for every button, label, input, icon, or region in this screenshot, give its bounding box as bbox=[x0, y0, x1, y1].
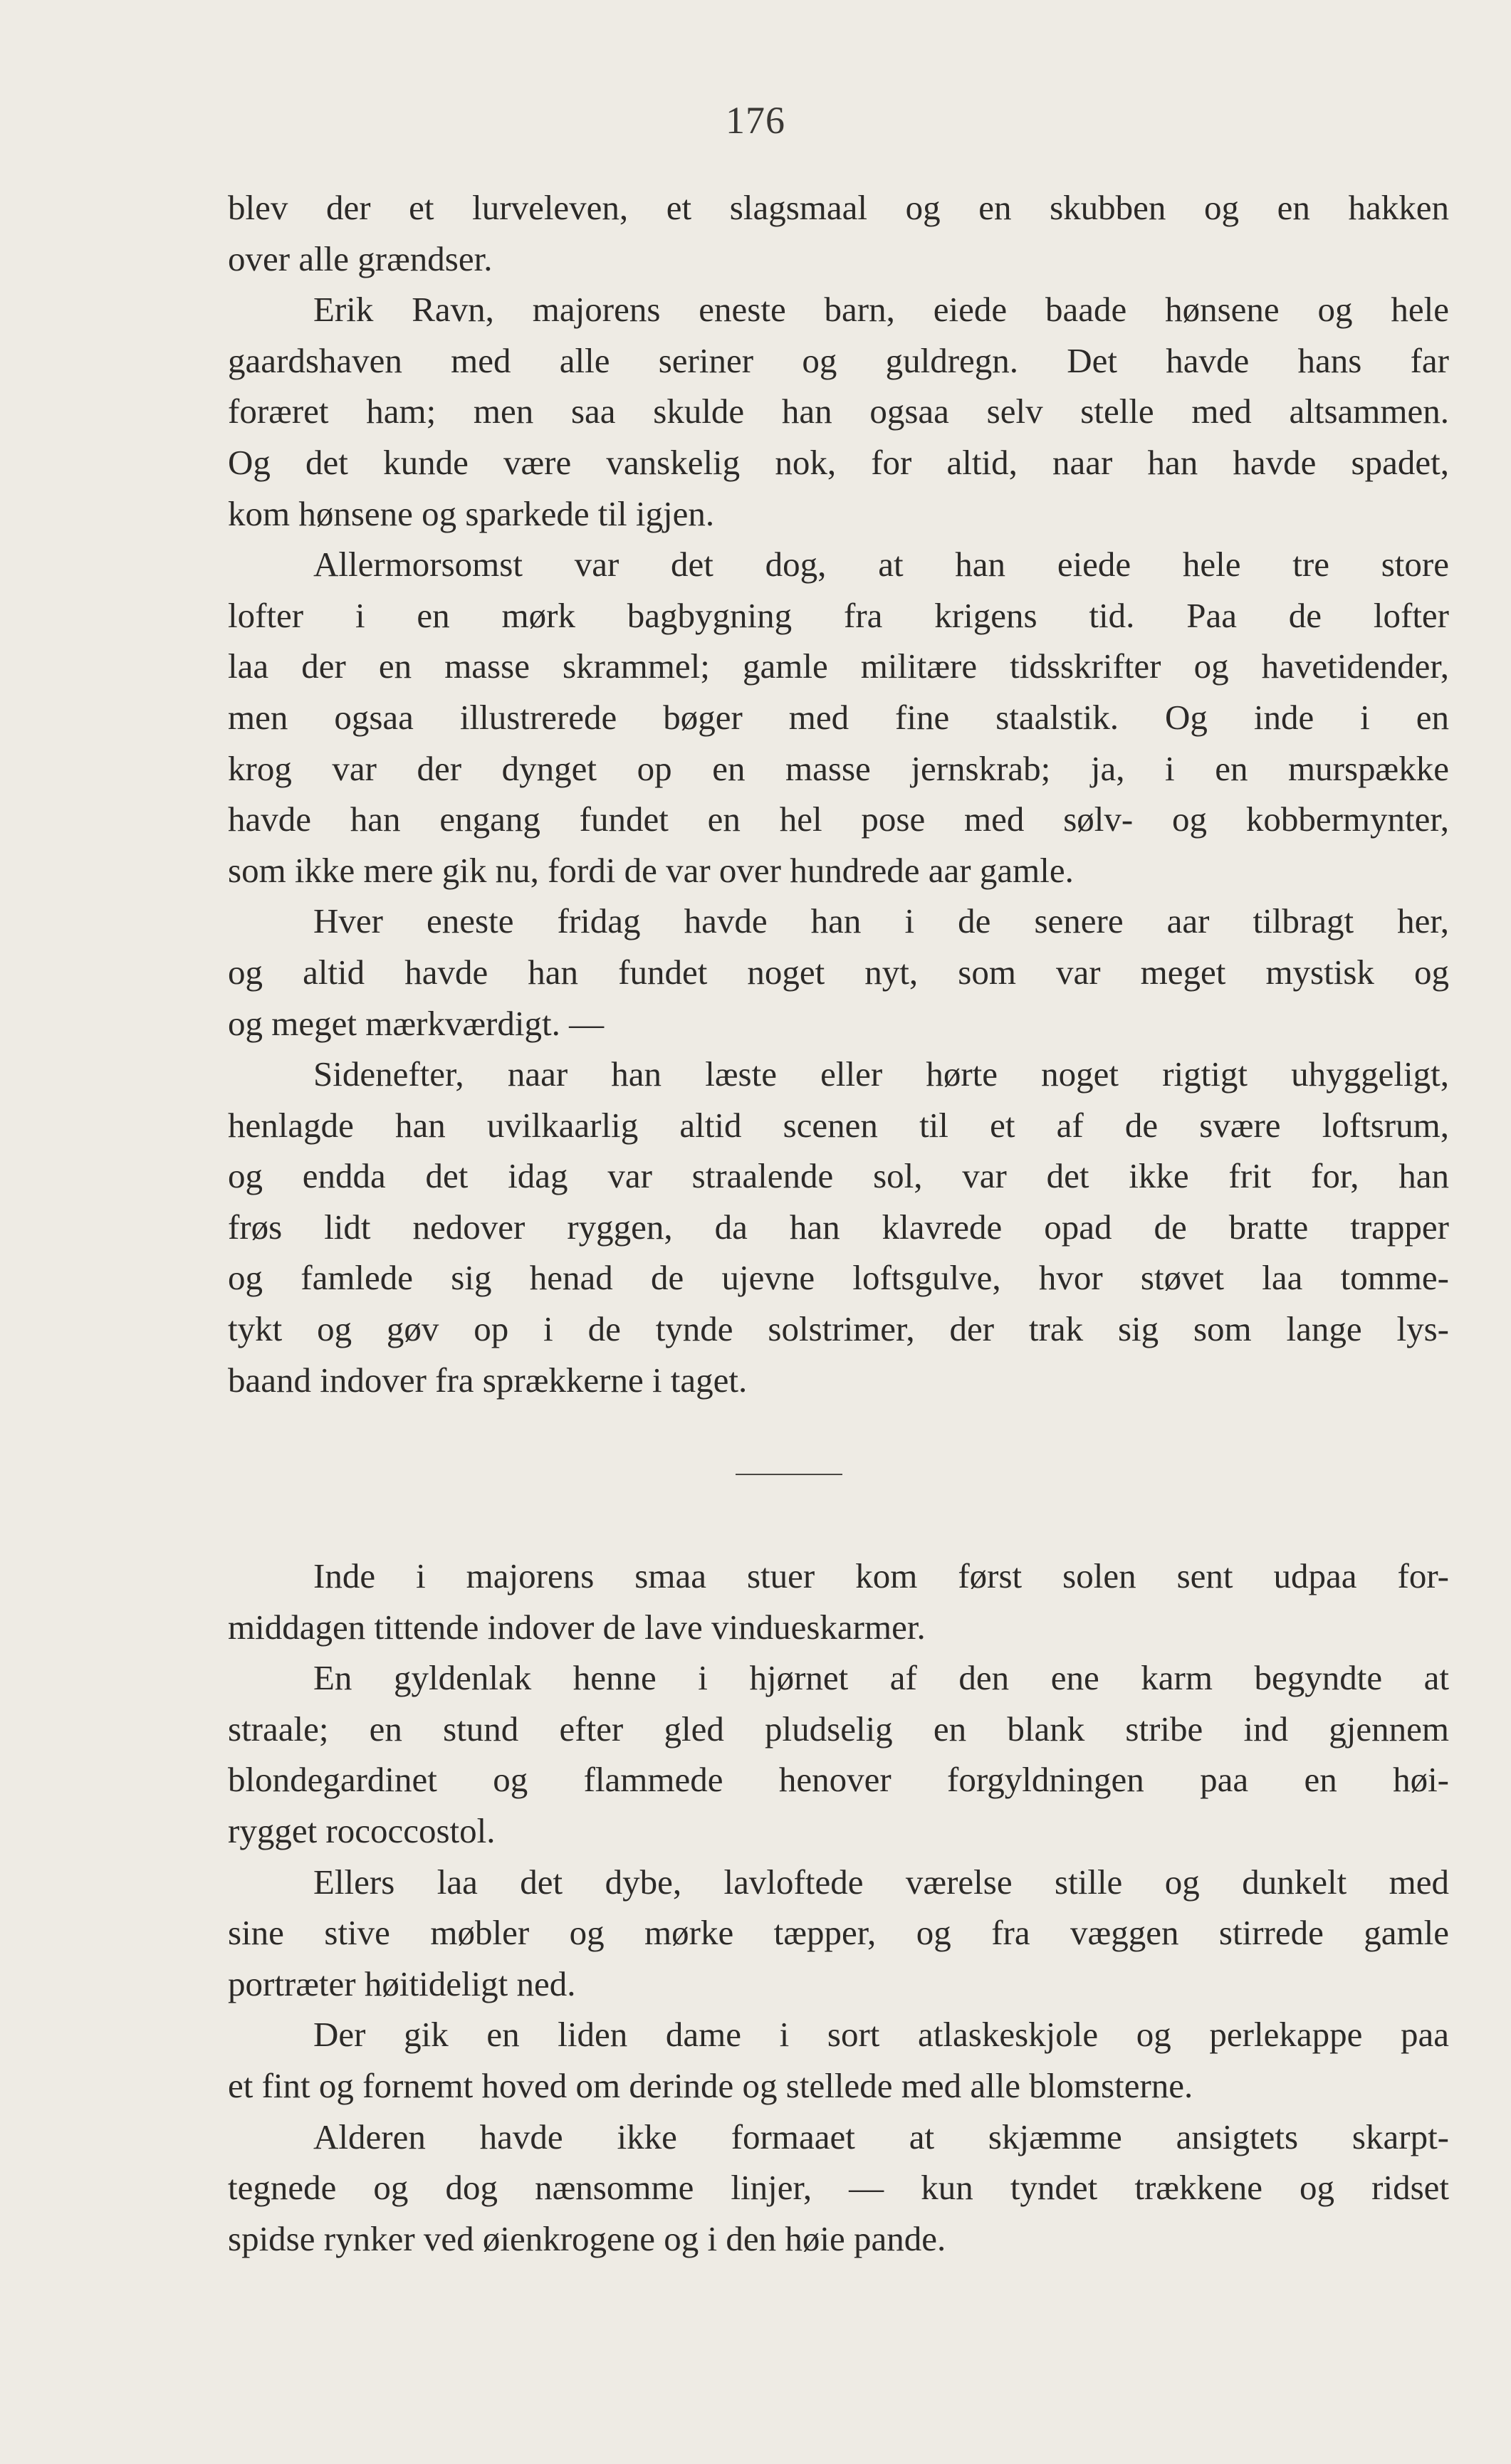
text-line: En gyldenlak henne i hjørnet af den ene karm begyndte at bbox=[313, 1658, 1449, 1698]
text-line: spidse rynker ved øienkrogene og i den høie pande. bbox=[228, 2218, 946, 2258]
text-line: havde han engang fundet en hel pose med sølv- og kobbermynter, bbox=[228, 800, 1449, 839]
text-line: krog var der dynget op en masse jernskrab; ja, i en murspække bbox=[228, 748, 1449, 788]
text-line: Inde i majorens smaa stuer kom først solen sent udpaa for- bbox=[313, 1556, 1449, 1595]
text-line: men ogsaa illustrerede bøger med fine staalstik. Og inde i en bbox=[228, 697, 1449, 737]
text-line: tegnede og dog nænsomme linjer, — kun tyndet trækkene og ridset bbox=[228, 2168, 1449, 2208]
text-line: som ikke mere gik nu, fordi de var over hundrede aar gamle. bbox=[228, 850, 1074, 890]
text-line: og meget mærkværdigt. — bbox=[228, 1003, 605, 1043]
text-line: Erik Ravn, majorens eneste barn, eiede baade hønsene og hele bbox=[313, 290, 1449, 330]
text-line: frøs lidt nedover ryggen, da han klavrede opad de bratte trapper bbox=[228, 1207, 1449, 1247]
text-line: rygget rococcostol. bbox=[228, 1810, 496, 1850]
text-line: Alderen havde ikke formaaet at skjæmme ansigtets skarpt- bbox=[313, 2117, 1449, 2156]
text-line: baand indover fra sprækkerne i taget. bbox=[228, 1360, 748, 1400]
text-section-1 bbox=[228, 182, 1449, 1405]
text-line: Allermorsomst var det dog, at han eiede hele tre store bbox=[313, 545, 1449, 584]
section-divider bbox=[736, 1474, 842, 1475]
text-line: Der gik en liden dame i sort atlaskeskjole og perlekappe paa bbox=[313, 2015, 1449, 2055]
text-line: henlagde han uvilkaarlig altid scenen til et af de svære loftsrum, bbox=[228, 1105, 1449, 1145]
page-number: 176 bbox=[726, 99, 785, 142]
text-line: kom hønsene og sparkede til igjen. bbox=[228, 493, 715, 533]
text-line: og altid havde han fundet noget nyt, som var meget mystisk og bbox=[228, 952, 1449, 992]
text-section-2 bbox=[228, 1551, 1449, 2264]
text-line: Og det kunde være vanskelig nok, for altid, naar han havde spadet, bbox=[228, 442, 1449, 482]
text-line: middagen tittende indover de lave vindueskarmer. bbox=[228, 1607, 926, 1647]
text-line: og famlede sig henad de ujevne loftsgulve, hvor støvet laa tomme- bbox=[228, 1258, 1449, 1298]
text-line: og endda det idag var straalende sol, var det ikke frit for, han bbox=[228, 1156, 1449, 1196]
text-line: lofter i en mørk bagbygning fra krigens tid. Paa de lofter bbox=[228, 595, 1449, 635]
text-line: Ellers laa det dybe, lavloftede værelse stille og dunkelt med bbox=[313, 1862, 1449, 1902]
text-line: tykt og gøv op i de tynde solstrimer, der trak sig som lange lys- bbox=[228, 1309, 1449, 1349]
text-line: blondegardinet og flammede henover forgyldningen paa en høi- bbox=[228, 1760, 1449, 1800]
text-line: blev der et lurveleven, et slagsmaal og en skubben og en hakken bbox=[228, 188, 1449, 227]
text-line: portræter høitideligt ned. bbox=[228, 1964, 576, 2003]
text-line: et fint og fornemt hoved om derinde og stellede med alle blomsterne. bbox=[228, 2065, 1193, 2105]
text-line: Sidenefter, naar han læste eller hørte noget rigtigt uhyggeligt, bbox=[313, 1054, 1449, 1094]
text-line: laa der en masse skrammel; gamle militære tidsskrifter og havetidender, bbox=[228, 646, 1449, 686]
text-line: Hver eneste fridag havde han i de senere aar tilbragt her, bbox=[313, 901, 1449, 941]
text-line: foræret ham; men saa skulde han ogsaa selv stelle med altsammen. bbox=[228, 392, 1449, 431]
text-line: sine stive møbler og mørke tæpper, og fra væggen stirrede gamle bbox=[228, 1913, 1449, 1953]
text-line: gaardshaven med alle seriner og guldregn. Det havde hans far bbox=[228, 340, 1449, 380]
text-line: straale; en stund efter gled pludselig en blank stribe ind gjennem bbox=[228, 1709, 1449, 1749]
text-line: over alle grændser. bbox=[228, 238, 493, 278]
